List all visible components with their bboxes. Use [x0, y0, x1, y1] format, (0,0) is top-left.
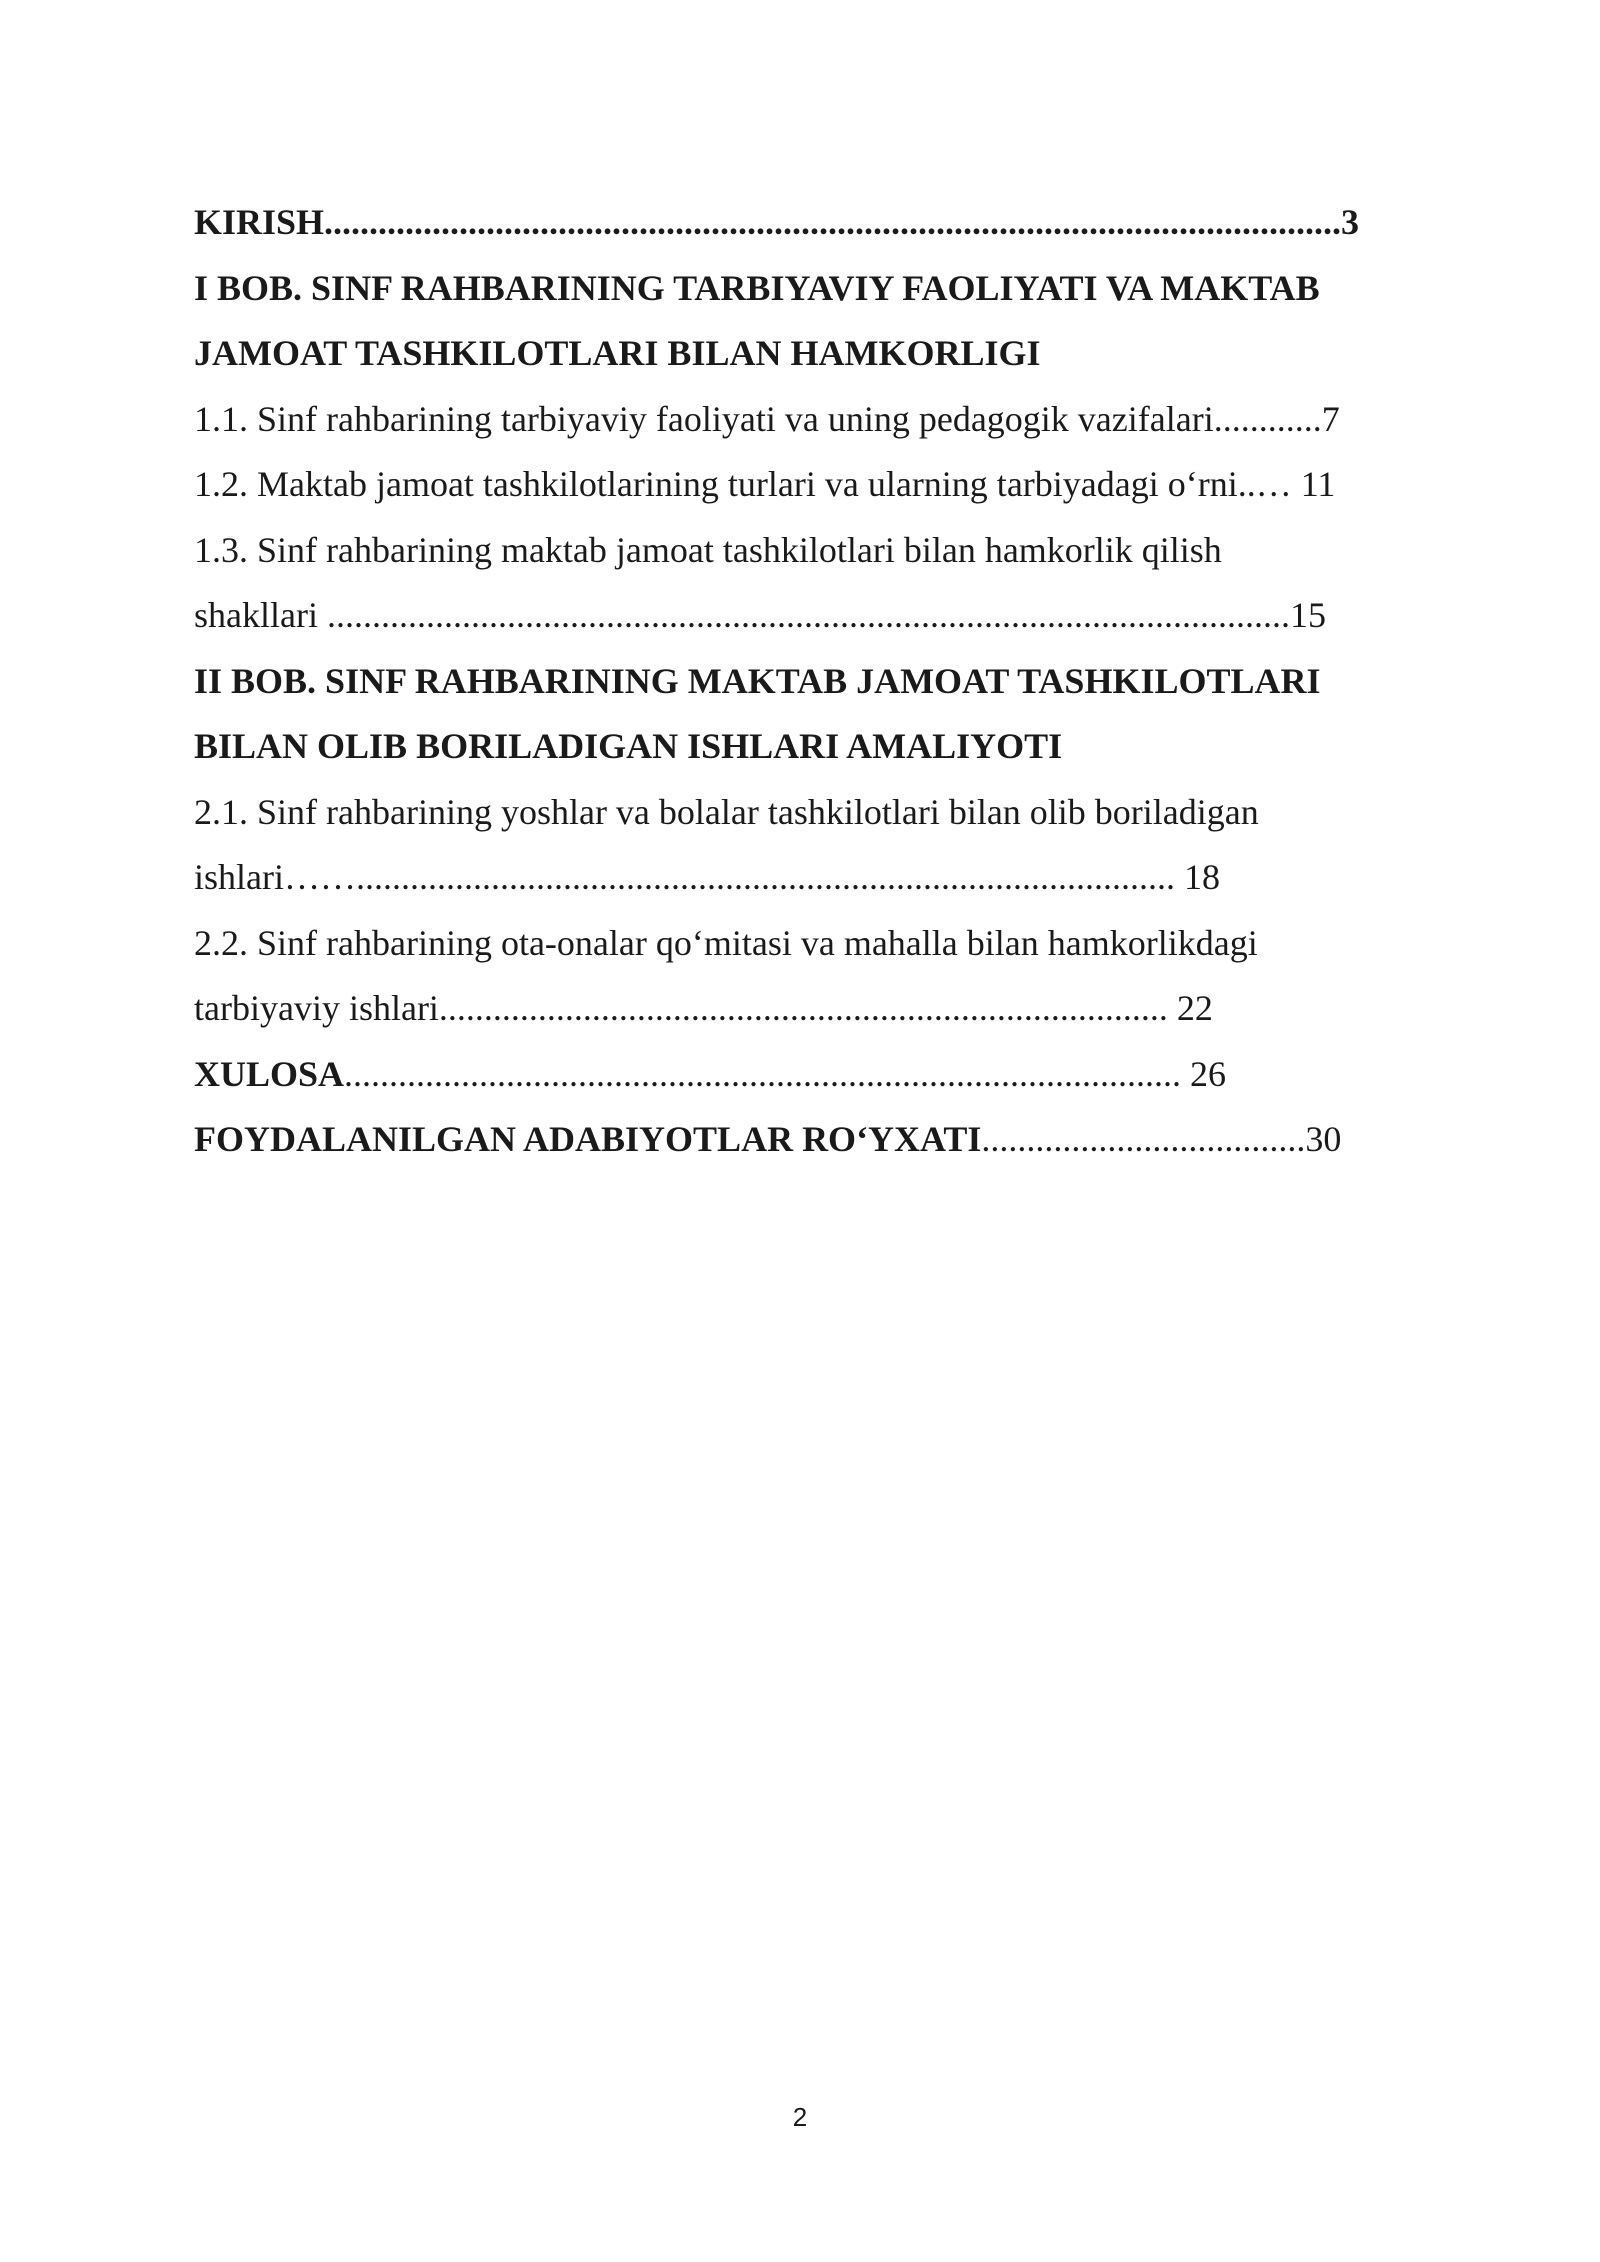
- toc-entry-1-3-line-2: shakllari ...........................................................................................................15: [194, 595, 1326, 635]
- page-number: 2: [792, 2102, 808, 2132]
- toc-chapter-1-title-line-1: I BOB. SINF RAHBARINING TARBIYAVIY FAOLIYATI VA MAKTAB: [194, 267, 1320, 308]
- toc-chapter-2-title-line-1: II BOB. SINF RAHBARINING MAKTAB JAMOAT TASHKILOTLARI: [194, 660, 1321, 701]
- toc-entry-1-1: 1.1. Sinf rahbarining tarbiyaviy faoliyati va uning pedagogik vazifalari............7: [194, 398, 1340, 439]
- toc-chapter-2-title-line-2: BILAN OLIB BORILADIGAN ISHLARI AMALIYOTI: [194, 726, 1063, 766]
- toc-entry-xulosa: [194, 1042, 1404, 1108]
- toc-entry-kirish: KIRISH.................................................................................................................3: [194, 202, 1360, 242]
- toc-entry-2-1-line-2: ishlari……........................................................................................... 18: [194, 857, 1220, 897]
- toc-entry-2-2-line-2: tarbiyaviy ishlari................................................................................. 22: [194, 988, 1213, 1028]
- table-of-contents: [194, 190, 1404, 1173]
- toc-entry-1-3-line-1: 1.3. Sinf rahbarining maktab jamoat tashkilotlari bilan hamkorlik qilish: [194, 529, 1222, 570]
- toc-entry-xulosa-label: XULOSA: [194, 1053, 345, 1094]
- toc-entry-adabiyotlar: [194, 1107, 1404, 1173]
- toc-chapter-1-title-line-2: JAMOAT TASHKILOTLARI BILAN HAMKORLIGI: [194, 333, 1041, 373]
- toc-entry-xulosa-leader: ............................................................................................. 26: [344, 1053, 1227, 1094]
- toc-entry-adabiyotlar-leader: ....................................30: [981, 1119, 1342, 1159]
- toc-entry-2-1-line-1: 2.1. Sinf rahbarining yoshlar va bolalar tashkilotlari bilan olib boriladigan: [194, 791, 1259, 832]
- toc-entry-adabiyotlar-label: FOYDALANILGAN ADABIYOTLAR RO‘YXATI: [194, 1119, 982, 1159]
- toc-entry-1-2: 1.2. Maktab jamoat tashkilotlarining turlari va ularning tarbiyadagi o‘rni..… 11: [194, 464, 1336, 504]
- toc-entry-2-2-line-1: 2.2. Sinf rahbarining ota-onalar qo‘mitasi va mahalla bilan hamkorlikdagi: [194, 922, 1258, 963]
